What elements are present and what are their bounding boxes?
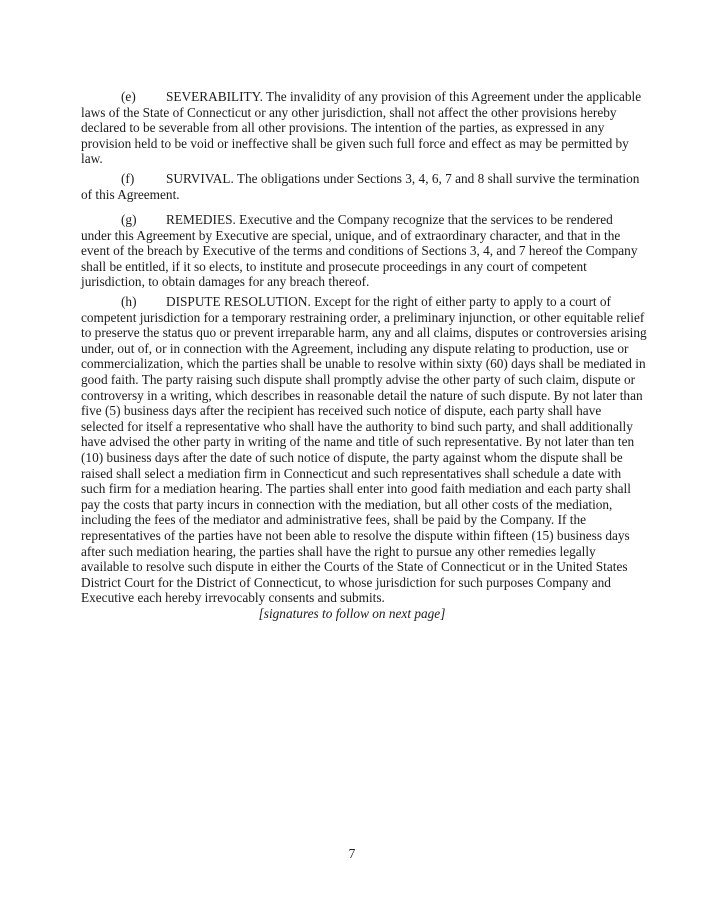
text-line: good faith. The party raising such dispute shall promptly advise the other party of such claim, dispute or	[81, 371, 636, 387]
text-line: (10) business days after the date of such notice of dispute, the party against whom the dispute shall be	[81, 449, 623, 465]
text-line: law.	[81, 151, 103, 167]
text-line: under, out of, or in connection with the Agreement, including any dispute relating to production, use or	[81, 340, 629, 356]
section-label: (f)	[121, 171, 135, 186]
text-line: laws of the State of Connecticut or any other jurisdiction, shall not affect the other provisions hereby	[81, 104, 617, 120]
text-line: SURVIVAL. The obligations under Sections 3, 4, 6, 7 and 8 shall survive the termination	[166, 171, 640, 186]
section-label: (g)	[121, 212, 137, 227]
text-line: including the fees of the mediator and administrative fees, shall be paid by the Company. If the	[81, 512, 587, 528]
section-remedies	[81, 212, 641, 290]
text-line: such firm for a mediation hearing. The parties shall enter into good faith mediation and each party shall	[81, 481, 631, 497]
text-line: pay the costs that party incurs in connection with the mediation, but all other costs of the mediation,	[81, 496, 613, 512]
text-line: competent jurisdiction for a temporary restraining order, a preliminary injunction, or other equitable relief	[81, 309, 645, 325]
text-line: Executive each hereby irrevocably consents and submits.	[81, 590, 385, 606]
text-line: event of the breach by Executive of the terms and conditions of Sections 3, 4, and 7 hereof the Company	[81, 243, 638, 259]
section-label: (h)	[121, 294, 137, 309]
text-line: REMEDIES. Executive and the Company recognize that the services to be rendered	[166, 212, 613, 227]
text-line: provision held to be void or ineffective shall be given such full force and effect as may be permitted by	[81, 135, 629, 151]
page-number: 7	[348, 846, 356, 861]
section-severability	[81, 89, 641, 167]
text-line: selected for itself a representative who shall have the authority to bind such party, and shall additionally	[81, 418, 633, 434]
text-line: SEVERABILITY. The invalidity of any provision of this Agreement under the applicable	[166, 89, 642, 104]
text-line: jurisdiction, to obtain damages for any breach thereof.	[81, 274, 370, 290]
text-line: under this Agreement by Executive are special, unique, and of extraordinary character, and that in the	[81, 227, 621, 243]
text-line: raised shall select a mediation firm in Connecticut and such representatives shall schedule a date with	[81, 465, 622, 481]
section-label: (e)	[121, 89, 136, 104]
text-line: have advised the other party in writing of the name and title of such representative. By not later than ten	[81, 434, 635, 450]
text-line: commercialization, which the parties shall be unable to resolve within sixty (60) days shall be mediated in	[81, 356, 646, 372]
text-line: five (5) business days after the recipient has received such notice of dispute, each party shall have	[81, 403, 602, 419]
text-line: after such mediation hearing, the parties shall have the right to pursue any other remedies legally	[81, 543, 596, 559]
text-line: DISPUTE RESOLUTION. Except for the right of either party to apply to a court of	[166, 294, 611, 309]
text-line: declared to be severable from all other provisions. The intention of the parties, as expressed in any	[81, 120, 605, 136]
text-line: controversy in a writing, which describes in reasonable detail the nature of such dispute. By not later than	[81, 387, 643, 403]
text-line: to preserve the status quo or prevent irreparable harm, any and all claims, disputes or controversies arising	[81, 325, 647, 341]
text-line: shall be entitled, if it so elects, to institute and prosecute proceedings in any court of competent	[81, 258, 587, 274]
text-line: District Court for the District of Connecticut, to whose jurisdiction for such purposes Company and	[81, 574, 611, 590]
section-dispute-resolution	[81, 294, 647, 606]
text-line: of this Agreement.	[81, 186, 180, 202]
section-survival	[81, 171, 641, 202]
signatures-note: [signatures to follow on next page]	[258, 606, 446, 621]
text-line: representatives of the parties have not been able to resolve the dispute within fifteen (15) business days	[81, 527, 630, 543]
text-line: available to resolve such dispute in either the Courts of the State of Connecticut or in the United States	[81, 559, 628, 575]
